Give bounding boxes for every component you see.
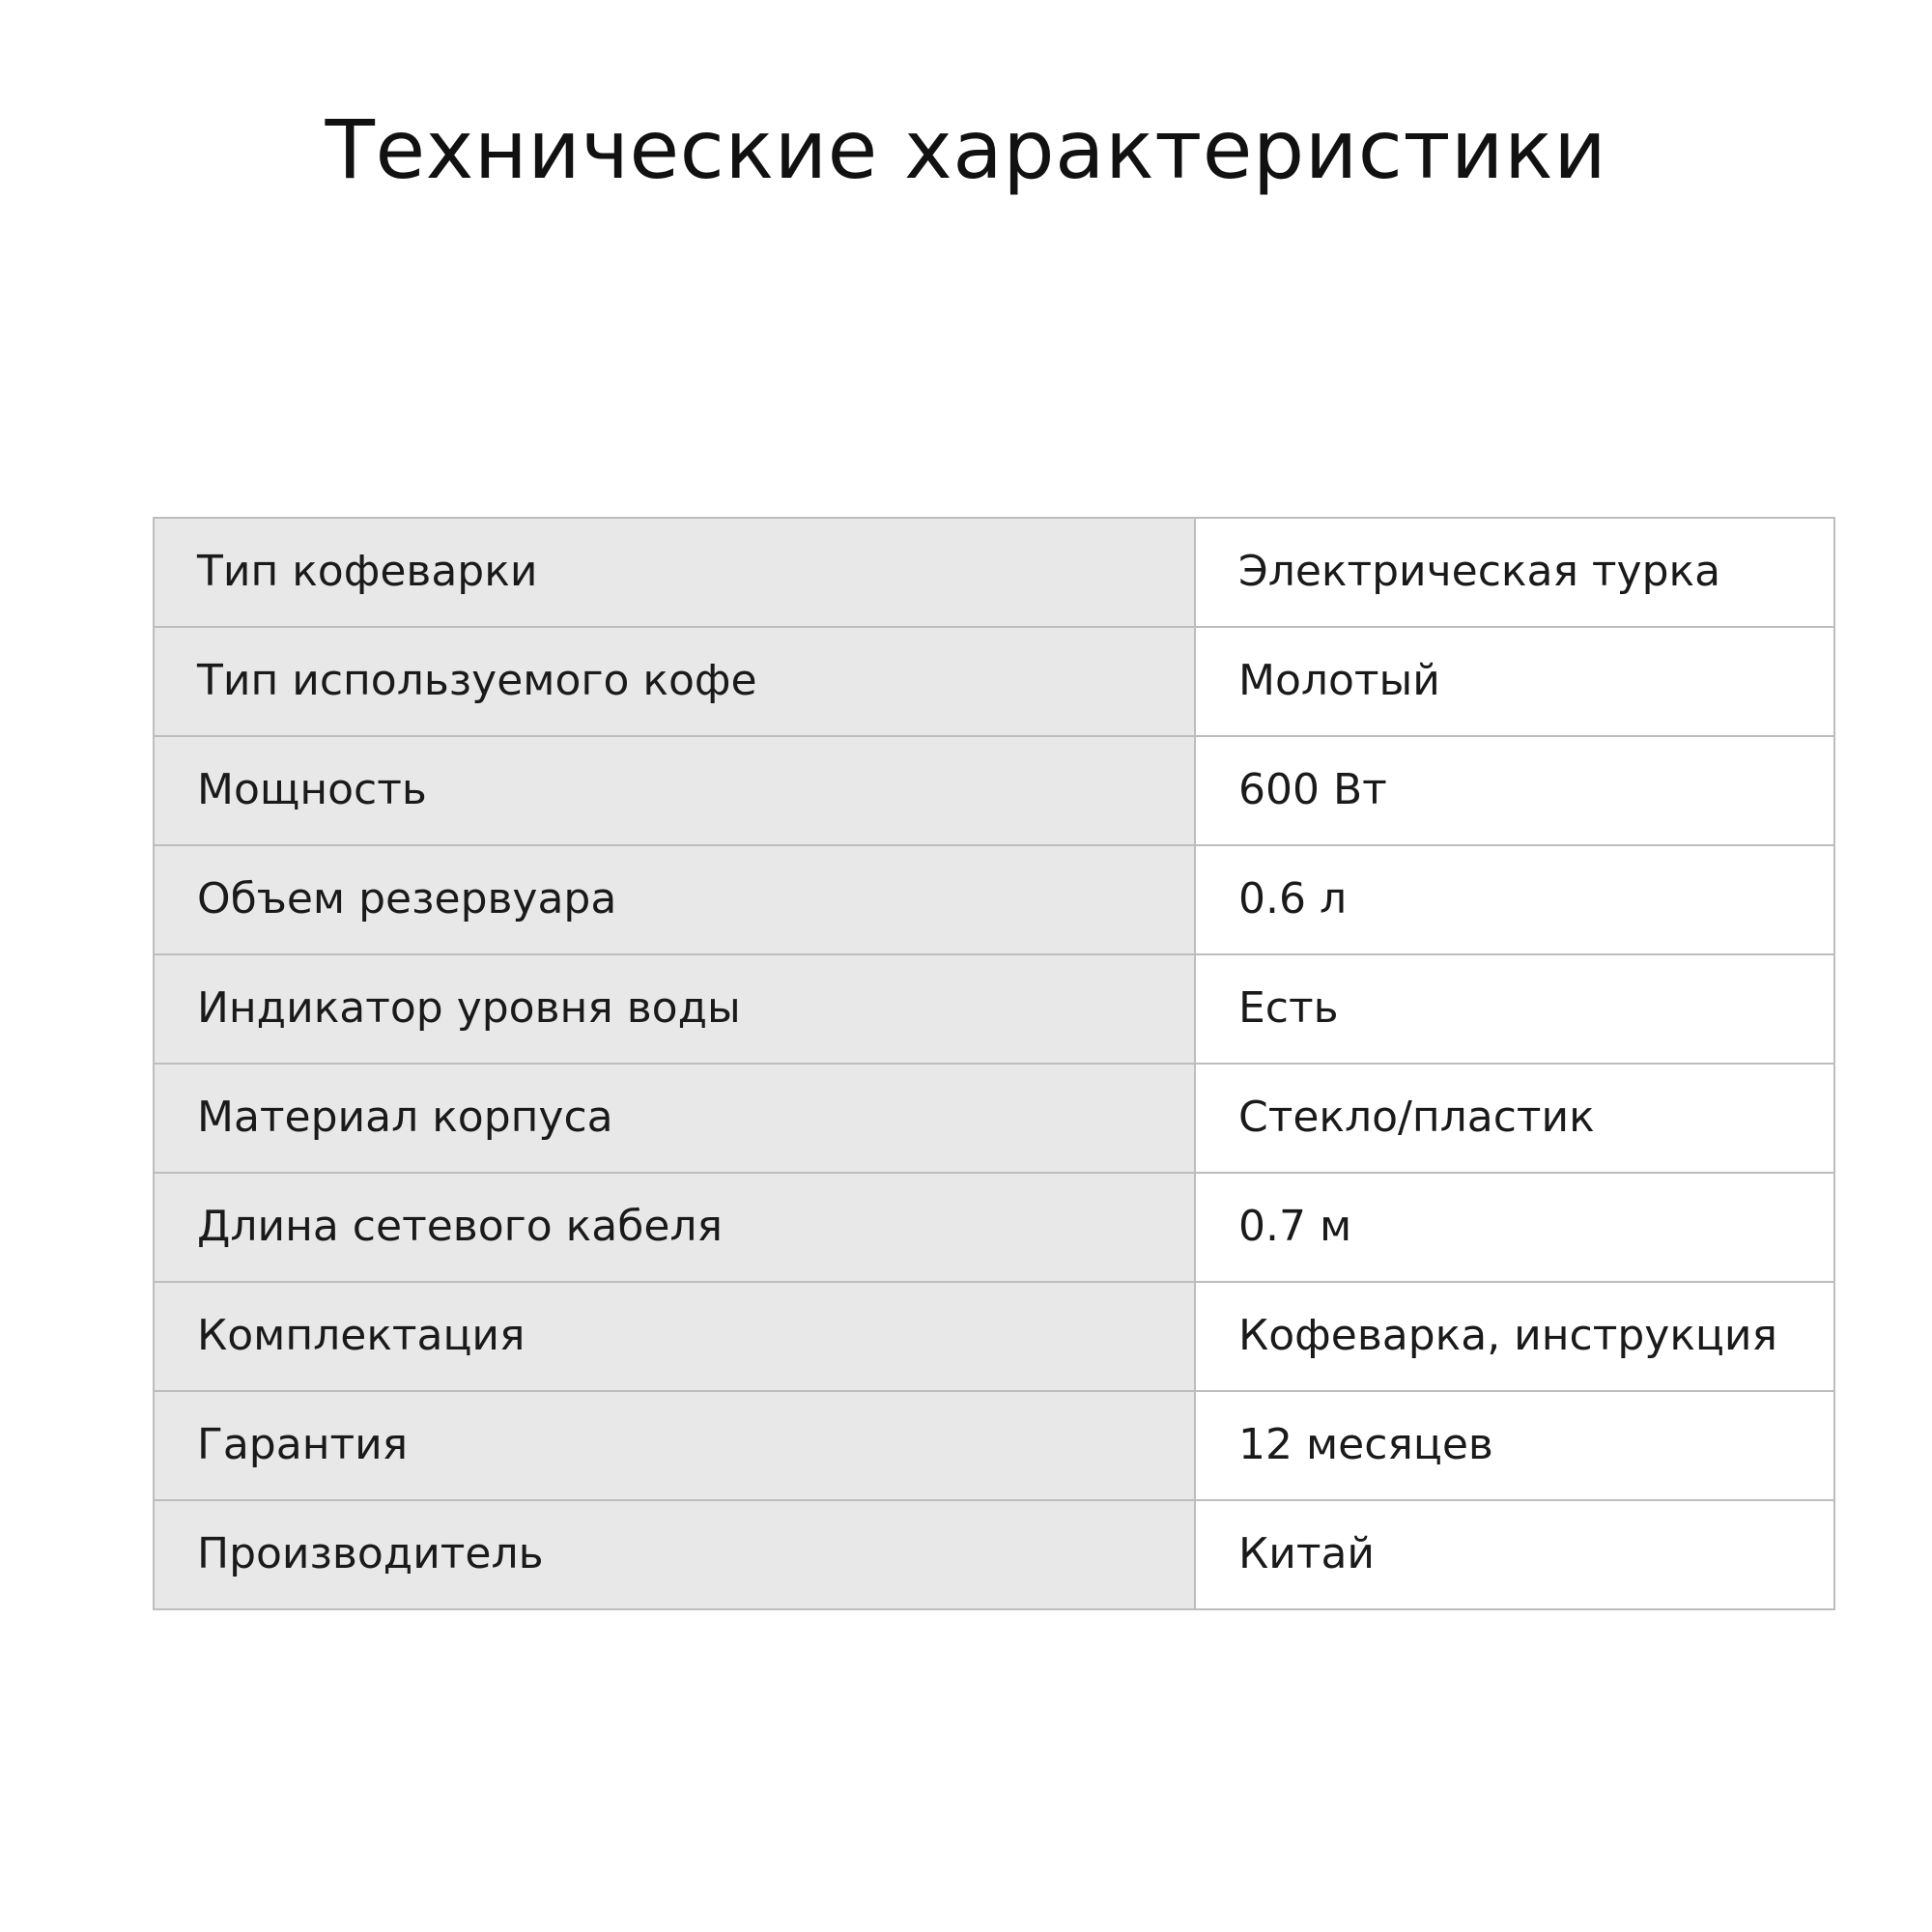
spec-value: 0.7 м bbox=[1195, 1173, 1834, 1282]
table-row bbox=[154, 954, 1834, 1064]
table-row bbox=[154, 518, 1834, 627]
spec-label: Объем резервуара bbox=[154, 845, 1195, 954]
spec-table bbox=[153, 517, 1835, 1610]
spec-value: 12 месяцев bbox=[1195, 1391, 1834, 1500]
page-title: Технические характеристики bbox=[325, 102, 1607, 197]
spec-label: Тип используемого кофе bbox=[154, 627, 1195, 736]
spec-value: Стекло/пластик bbox=[1195, 1064, 1834, 1173]
table-row bbox=[154, 1282, 1834, 1391]
spec-label: Индикатор уровня воды bbox=[154, 954, 1195, 1064]
spec-label: Производитель bbox=[154, 1500, 1195, 1609]
table-row bbox=[154, 1064, 1834, 1173]
table-row bbox=[154, 1391, 1834, 1500]
spec-value: Китай bbox=[1195, 1500, 1834, 1609]
spec-value: Есть bbox=[1195, 954, 1834, 1064]
table-row bbox=[154, 736, 1834, 845]
spec-value: 0.6 л bbox=[1195, 845, 1834, 954]
spec-value: Электрическая турка bbox=[1195, 518, 1834, 627]
spec-label: Гарантия bbox=[154, 1391, 1195, 1500]
table-row bbox=[154, 627, 1834, 736]
table-row bbox=[154, 1500, 1834, 1609]
spec-value: Кофеварка, инструкция bbox=[1195, 1282, 1834, 1391]
table-row bbox=[154, 1173, 1834, 1282]
spec-label: Тип кофеварки bbox=[154, 518, 1195, 627]
spec-label: Комплектация bbox=[154, 1282, 1195, 1391]
spec-label: Мощность bbox=[154, 736, 1195, 845]
spec-value: Молотый bbox=[1195, 627, 1834, 736]
table-row bbox=[154, 845, 1834, 954]
spec-value: 600 Вт bbox=[1195, 736, 1834, 845]
spec-label: Длина сетевого кабеля bbox=[154, 1173, 1195, 1282]
spec-label: Материал корпуса bbox=[154, 1064, 1195, 1173]
